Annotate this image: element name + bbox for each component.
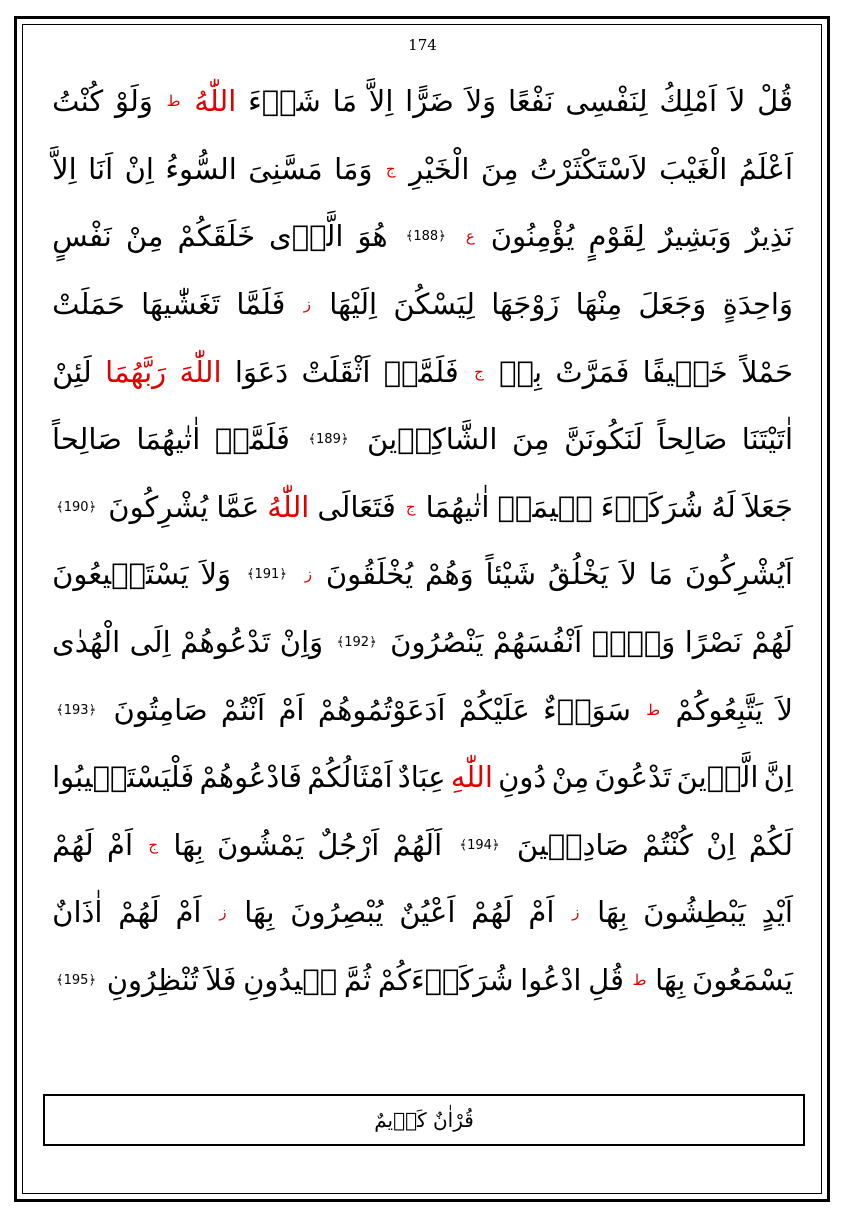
- word: لَئِنْ: [52, 354, 92, 389]
- ayah-number-194: ﴿194﴾: [459, 837, 500, 853]
- word: يَبْطِشُونَ: [643, 895, 746, 930]
- word: لاَ: [776, 692, 793, 727]
- word: صَالِحاً: [52, 422, 122, 457]
- word: فَلاَ: [205, 963, 237, 998]
- word: جَعَلاَ: [743, 489, 793, 524]
- word: مِنَ: [480, 151, 519, 186]
- word: الْغَيْبَ: [659, 151, 728, 186]
- pause-mark: ع: [465, 227, 475, 246]
- word: الْهُدٰى: [52, 625, 121, 660]
- word: اَلَهُمْ: [392, 827, 443, 862]
- pause-mark: ط: [646, 700, 661, 719]
- word: الَّذٖى: [269, 219, 344, 254]
- word: لاَ: [728, 84, 746, 119]
- text-line-8: [52, 541, 793, 609]
- divine-name: اللّٰهُ: [267, 489, 310, 524]
- text-line-14: [52, 947, 793, 1015]
- word: فَادْعُوهُمْ: [199, 760, 302, 795]
- word: اِلاَّ: [52, 151, 77, 186]
- text-line-3: [52, 203, 793, 271]
- word: لِنَفْسِى: [565, 84, 648, 119]
- word: اَعْلَمُ: [738, 151, 793, 186]
- word: وَبَشِيرٌ: [658, 219, 732, 254]
- word: تَدْعُونَ: [594, 760, 672, 795]
- pause-mark: ز: [303, 295, 311, 314]
- word: بِهٖ: [499, 354, 543, 389]
- word: لِيَسْكُنَ: [393, 287, 475, 322]
- word: اٰتٰيهُمَا: [136, 422, 201, 457]
- pause-mark: ج: [474, 362, 484, 381]
- divine-name: اللّٰهُ: [194, 84, 237, 119]
- word: شُرَكَاۤءَكُمْ: [377, 963, 514, 998]
- word: اٰذَانٌ: [52, 895, 103, 930]
- word: الَّذٖينَ: [676, 760, 759, 795]
- word: الْخَيْرِ: [409, 151, 470, 186]
- pause-mark: ط: [166, 92, 181, 111]
- word: عَلَيْكُمْ: [458, 692, 530, 727]
- word: كُنْتُمْ: [642, 827, 693, 862]
- word: اِنَّ: [763, 760, 793, 795]
- word: يَسْتَطٖيعُونَ: [52, 557, 189, 592]
- word: فَلَمَّاۤ: [383, 354, 459, 389]
- word: اَنْفُسَهُمْ: [492, 625, 583, 660]
- word: السُّوءُ: [165, 151, 237, 186]
- word: اَمْ: [528, 895, 555, 930]
- word: فَلْيَسْتَجٖيبُوا: [52, 760, 195, 795]
- word: يُؤْمِنُونَ: [490, 219, 575, 254]
- text-line-6: [52, 406, 793, 474]
- word: اٰتَيْتَنَا: [741, 422, 793, 457]
- word: اِنْ: [124, 151, 154, 186]
- divine-name: اللّٰهَ: [179, 354, 222, 389]
- word: بِهَا: [597, 895, 628, 930]
- word: يَتَّبِعُوكُمْ: [675, 692, 764, 727]
- word: دَعَوَا: [234, 354, 289, 389]
- ayah-number-192: ﴿192﴾: [336, 635, 377, 651]
- word: وَاحِدَةٍ: [722, 287, 793, 322]
- text-line-5: [52, 338, 793, 406]
- word: مِنْ: [551, 760, 590, 795]
- word: مِنَ: [511, 422, 550, 457]
- text-line-4: [52, 271, 793, 339]
- word: فَلَمَّاۤ: [214, 422, 290, 457]
- ayah-number-189: ﴿189﴾: [308, 432, 349, 448]
- word: يَخْلُقُ: [547, 557, 609, 592]
- word: لَكُمْ: [748, 827, 793, 862]
- ayah-number-193: ﴿193﴾: [56, 702, 97, 718]
- word: يَنْصُرُونَ: [390, 625, 484, 660]
- word: عَمَّا: [216, 489, 260, 524]
- word: اِلاَّ: [368, 84, 394, 119]
- word: بِهَا: [173, 827, 204, 862]
- divine-name: رَبَّهُمَا: [105, 354, 167, 389]
- word: ثُمَّ: [343, 963, 372, 998]
- word: وَلاَ: [465, 84, 497, 119]
- word: ادْعُوا: [520, 963, 582, 998]
- text-line-13: [52, 879, 793, 947]
- word: سَوَاۤءٌ: [543, 692, 631, 727]
- ayah-number-195: ﴿195﴾: [56, 973, 97, 989]
- pause-mark: ز: [219, 903, 227, 922]
- word: لاَسْتَكْثَرْتُ: [530, 151, 648, 186]
- word: وَلاَ: [200, 557, 232, 592]
- word: اَمْ: [107, 827, 134, 862]
- word: كٖيدُونِ: [243, 963, 338, 998]
- verse-text-block: [52, 68, 793, 1014]
- pause-mark: ج: [148, 835, 159, 854]
- word: لَهُمْ: [52, 827, 94, 862]
- word: صَامِتُونَ: [113, 692, 208, 727]
- word: اَنْتُمْ: [220, 692, 266, 727]
- word: وَلَوْ: [115, 84, 153, 119]
- word: فَلَمَّا: [236, 287, 286, 322]
- word: بِهَا: [244, 895, 275, 930]
- pause-mark: ط: [632, 971, 647, 990]
- text-line-7: [52, 474, 793, 542]
- word: فَتَعَالَى: [317, 489, 396, 524]
- word: شُرَكَاۤءَ: [600, 489, 704, 524]
- divine-name: اللّٰهِ: [450, 760, 493, 795]
- word: مِنْهَا: [575, 287, 623, 322]
- word: اَمْ: [175, 895, 202, 930]
- word: اَمْثَالُكُمْ: [307, 760, 393, 795]
- word: عِبَادٌ: [397, 760, 446, 795]
- word: اَثْقَلَتْ: [301, 354, 371, 389]
- word: لَهُمْ: [118, 895, 160, 930]
- word: اٰتٰيهُمَا: [425, 489, 490, 524]
- word: يَسْمَعُونَ: [692, 963, 793, 998]
- word: نَفْسٍ: [52, 219, 112, 254]
- word: يَمْشُونَ: [216, 827, 304, 862]
- word: شَاۤءَ: [248, 84, 321, 119]
- word: لَنَكُونَنَّ: [564, 422, 643, 457]
- word: يُشْرِكُونَ: [108, 489, 209, 524]
- text-line-9: [52, 609, 793, 677]
- word: وَلاَۤ: [591, 625, 676, 660]
- word: يُبْصِرُونَ: [290, 895, 384, 930]
- word: اَرْجُلٌ: [317, 827, 380, 862]
- word: هُوَ: [357, 219, 388, 254]
- page-number: 174: [408, 36, 437, 54]
- word: وَاِنْ: [279, 625, 324, 660]
- word: صَالِحاً: [657, 422, 728, 457]
- word: اِلَيْهَا: [329, 287, 378, 322]
- word: حَمْلاً: [741, 354, 793, 389]
- word: لاَ: [620, 557, 637, 592]
- text-line-2: [52, 136, 793, 204]
- word: فَمَرَّتْ: [555, 354, 630, 389]
- word: وَمَا: [334, 151, 373, 186]
- word: كُنْتُ: [52, 84, 104, 119]
- word: دُونِ: [498, 760, 547, 795]
- word: مَا: [648, 557, 674, 592]
- word: حَمَلَتْ: [52, 287, 125, 322]
- word: الشَّاكِرٖينَ: [367, 422, 498, 457]
- word: وَجَعَلَ: [638, 287, 707, 322]
- word: ضَرًّا: [405, 84, 454, 119]
- word: اَيْدٍ: [761, 895, 793, 930]
- text-line-12: [52, 812, 793, 880]
- word: لِقَوْمٍ: [588, 219, 645, 254]
- ayah-number-191: ﴿191﴾: [246, 567, 287, 583]
- word: اَمْلِكُ: [659, 84, 718, 119]
- word: مَا: [332, 84, 357, 119]
- word: وَهُمْ: [425, 557, 474, 592]
- word: مَسَّنِىَ: [248, 151, 323, 186]
- text-line-11: [52, 744, 793, 812]
- word: خَفٖيفًا: [642, 354, 728, 389]
- word: لَهُمْ: [471, 895, 513, 930]
- word: خَلَقَكُمْ: [177, 219, 255, 254]
- word: بِهَا: [655, 963, 686, 998]
- word: صَادِقٖينَ: [516, 827, 629, 862]
- word: نَصْرًا: [684, 625, 743, 660]
- word: نَفْعًا: [507, 84, 554, 119]
- footer-label: قُرْاٰنٌ كَرٖيمٌ: [374, 1108, 474, 1132]
- pause-mark: ج: [405, 497, 416, 516]
- word: قُلِ: [588, 963, 624, 998]
- word: اَيُشْرِكُونَ: [684, 557, 793, 592]
- pause-mark: ج: [385, 159, 396, 178]
- word: لَهُ: [711, 489, 736, 524]
- word: فٖيمَاۤ: [497, 489, 593, 524]
- word: زَوْجَهَا: [491, 287, 560, 322]
- word: تَدْعُوهُمْ: [180, 625, 271, 660]
- word: اَنَا: [88, 151, 114, 186]
- pause-mark: ز: [304, 565, 313, 584]
- word: اِلَى: [129, 625, 171, 660]
- word: تَغَشّٰيهَا: [141, 287, 221, 322]
- word: مِنْ: [125, 219, 164, 254]
- word: شَيْئاً: [485, 557, 537, 592]
- text-line-1: [52, 68, 793, 136]
- pause-mark: ز: [572, 903, 580, 922]
- word: نَذِيرٌ: [745, 219, 793, 254]
- word: اِنْ: [706, 827, 736, 862]
- ayah-number-188: ﴿188﴾: [405, 229, 446, 245]
- word: تُنْظِرُونِ: [106, 963, 199, 998]
- word: لَهُمْ: [751, 625, 793, 660]
- word: قُلْ: [757, 84, 793, 119]
- word: اَعْيُنٌ: [399, 895, 456, 930]
- word: اَمْ: [278, 692, 305, 727]
- ayah-number-190: ﴿190﴾: [56, 499, 97, 515]
- text-line-10: [52, 676, 793, 744]
- word: اَدَعَوْتُمُوهُمْ: [317, 692, 446, 727]
- word: يُخْلَقُونَ: [325, 557, 414, 592]
- footer-box: [43, 1094, 805, 1146]
